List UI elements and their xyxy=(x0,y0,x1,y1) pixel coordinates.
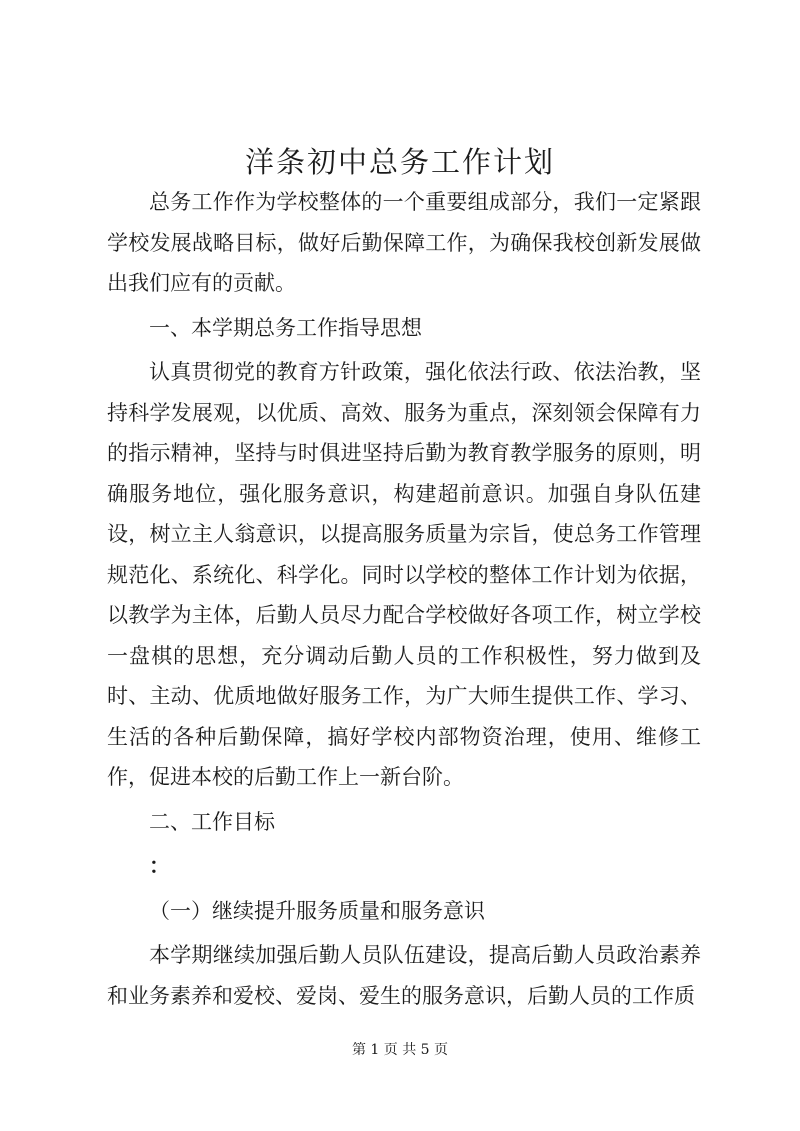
guiding-thought-paragraph: 认真贯彻党的教育方针政策，强化依法行政、依法治教，坚持科学发展观，以优质、高效、服务为重点，深刻领会保障有力的指示精神，坚持与时俱进坚持后勤为教育教学服务的原则，明确服务地位，强化服务意识，构建超前意识。加强自身队伍建设，树立主人翁意识，以提高服务质量为宗旨，使总务工作管理规范化、系统化、科学化。同时以学校的整体工作计划为依据，以教学为主体，后勤人员尽力配合学校做好各项工作，树立学校一盘棋的思想，充分调动后勤人员的工作积极性，努力做到及时、主动、优质地做好服务工作，为广大师生提供工作、学习、生活的各种后勤保障，搞好学校内部物资治理，使用、维修工作，促进本校的后勤工作上一新台阶。 xyxy=(107,360,701,789)
service-quality-paragraph: 本学期继续加强后勤人员队伍建设，提高后勤人员政治素养和业务素养和爱校、爱岗、爱生的服务意识，后勤人员的工作质 xyxy=(107,943,701,1008)
page-number-footer: 第 1 页 共 5 页 xyxy=(351,1042,449,1058)
section-heading-2: 二、工作目标 xyxy=(149,809,275,834)
subsection-heading-1: （一）继续提升服务质量和服务意识 xyxy=(149,898,485,923)
page-title: 洋条初中总务工作计划 xyxy=(244,145,555,179)
section-heading-1: 一、本学期总务工作指导思想 xyxy=(149,315,422,340)
document-body xyxy=(107,182,701,1016)
colon-line: ： xyxy=(149,853,170,878)
intro-paragraph: 总务工作作为学校整体的一个重要组成部分，我们一定紧跟学校发展战略目标，做好后勤保障工作，为确保我校创新发展做出我们应有的贡献。 xyxy=(107,190,701,295)
